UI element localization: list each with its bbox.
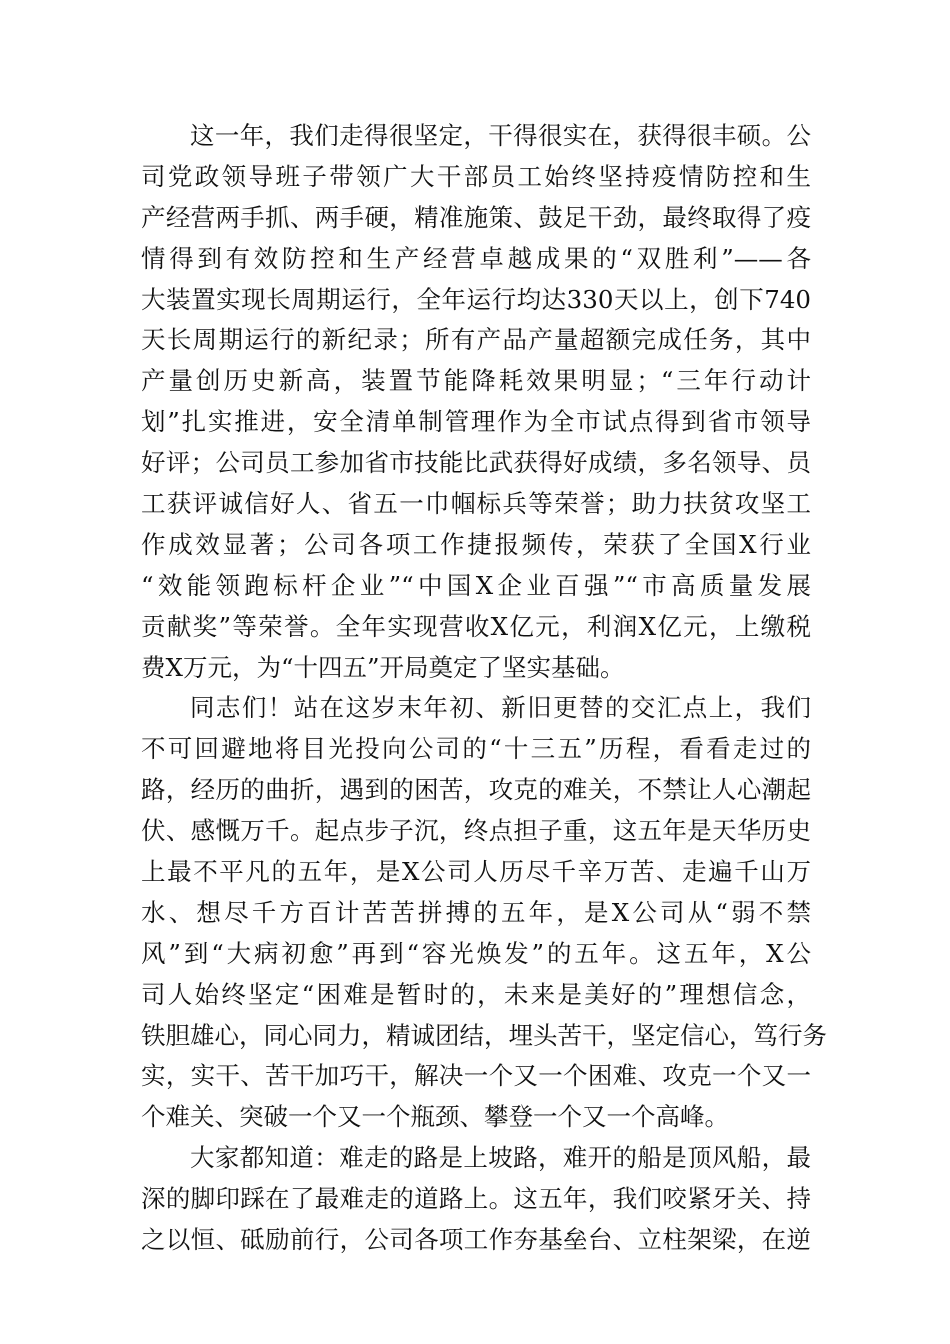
text-line: 划”扎实推进，安全清单制管理作为全市试点得到省市领导 <box>141 407 811 437</box>
text-line: 司人始终坚定“困难是暂时的，未来是美好的”理想信念， <box>141 979 811 1009</box>
text-line: 这一年，我们走得很坚定，干得很实在，获得很丰硕。公 <box>190 121 811 150</box>
text-line: 作成效显著；公司各项工作捷报频传，荣获了全国X行业 <box>141 529 811 559</box>
text-line: 个难关、突破一个又一个瓶颈、攀登一个又一个高峰。 <box>141 1102 729 1132</box>
paragraph <box>141 116 811 688</box>
text-line: 产量创历史新高，装置节能降耗效果明显；“三年行动计 <box>141 366 811 396</box>
text-line: 情得到有效防控和生产经营卓越成果的“双胜利”——各 <box>141 243 811 273</box>
text-line: 产经营两手抓、两手硬，精准施策、鼓足干劲，最终取得了疫 <box>141 202 811 232</box>
text-line: “效能领跑标杆企业”“中国X企业百强”“市高质量发展 <box>141 570 811 600</box>
text-line: 之以恒、砥励前行，公司各项工作夯基垒台、立柱架梁，在逆 <box>141 1225 811 1255</box>
text-line: 好评；公司员工参加省市技能比武获得好成绩，多名领导、员 <box>141 448 811 478</box>
text-line: 上最不平凡的五年，是X公司人历尽千辛万苦、走遍千山万 <box>141 857 811 887</box>
text-line: 路，经历的曲折，遇到的困苦，攻克的难关，不禁让人心潮起 <box>141 775 811 805</box>
text-line: 风”到“大病初愈”再到“容光焕发”的五年。这五年，X公 <box>141 938 811 968</box>
text-line: 费X万元，为“十四五”开局奠定了坚实基础。 <box>141 652 625 682</box>
text-line: 天长周期运行的新纪录；所有产品产量超额完成任务，其中 <box>141 325 811 355</box>
text-line: 司党政领导班子带领广大干部员工始终坚持疫情防控和生 <box>141 161 811 191</box>
text-line: 同志们！站在这岁末年初、新旧更替的交汇点上，我们 <box>190 693 811 723</box>
text-line: 伏、感慨万千。起点步子沉，终点担子重，这五年是天华历史 <box>141 816 811 846</box>
text-line: 大家都知道：难走的路是上坡路，难开的船是顶风船，最 <box>190 1143 811 1173</box>
text-line: 贡献奖”等荣誉。全年实现营收X亿元，利润X亿元，上缴税 <box>141 611 811 641</box>
paragraph <box>141 688 827 1138</box>
document-body <box>141 116 827 1261</box>
text-line: 水、想尽千方百计苦苦拼搏的五年，是X公司从“弱不禁 <box>141 897 811 927</box>
text-line: 铁胆雄心，同心同力，精诚团结，埋头苦干，坚定信心，笃行务 <box>141 1020 827 1050</box>
text-line: 深的脚印踩在了最难走的道路上。这五年，我们咬紧牙关、持 <box>141 1184 811 1214</box>
text-line: 不可回避地将目光投向公司的“十三五”历程，看看走过的 <box>141 734 811 764</box>
text-line: 大装置实现长周期运行，全年运行均达330天以上，创下740 <box>141 284 811 314</box>
text-line: 实，实干、苦干加巧干，解决一个又一个困难、攻克一个又一 <box>141 1061 811 1091</box>
paragraph <box>141 1138 811 1261</box>
text-line: 工获评诚信好人、省五一巾帼标兵等荣誉；助力扶贫攻坚工 <box>141 489 811 519</box>
